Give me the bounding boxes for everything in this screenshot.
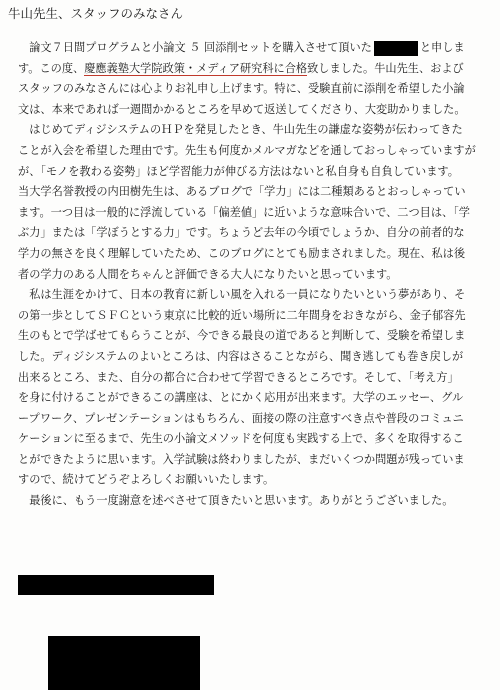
body-line: 者の学力のある人間をちゃんと評価できる大人になりたいと思っています。 xyxy=(18,267,398,281)
body-line: ープワーク、プレゼンテーションはもちろん、面接の際の注意すべき点や普段のコミュニ xyxy=(18,411,464,425)
letter-body xyxy=(18,38,494,512)
body-line: スタッフのみなさんには心よりお礼申し上げます。特に、受験直前に添削を希望した小論 xyxy=(18,82,465,96)
body-line: が、「モノを教わる姿勢」ほど学習能力が伸びる方法はないと私自身も自負しています。 xyxy=(18,164,459,178)
redacted-author-name xyxy=(18,575,214,595)
body-line: ケーションに至るまで、先生の小論文メソッドを何度も実践する上で、多くを取得するこ xyxy=(18,432,464,446)
body-line xyxy=(18,285,494,306)
line-text: 私は生涯をかけて、日本の教育に新しい風を入れる一員になりたいという夢があり、そ xyxy=(29,288,466,302)
body-line: 当大学名誉教授の内田樹先生は、あるブログで「学力」には二種類あるとおっしゃってい xyxy=(18,185,466,199)
body-line: 文は、本来であれば一週間かかるところを早めて返送してくださり、大変助かりました。 xyxy=(18,102,466,116)
line-text: 論文７日間プログラムと小論文 ５ 回添削セットを購入させて頂いた xyxy=(29,41,372,54)
line-text: 致しました。牛山先生、および xyxy=(307,61,464,75)
underlined-school-name: 慶應義塾大学院政策・メディア研究科に合格 xyxy=(84,61,308,75)
body-line: 生のもとで学ばせてもらうことが、今できる最良の道であると判断して、受験を希望しま xyxy=(18,329,466,343)
line-text: と申しま xyxy=(419,41,465,54)
body-line: を身に付けることができるこの講座は、とにかく応用が出来ます。大学のエッセー、グル xyxy=(18,391,464,405)
body-line: ぶ力」または「学ぼうとする力」です。ちょうど去年の今頃でしょうか、自分の前者的な xyxy=(18,226,465,240)
body-line: した。ディジシステムのよいところは、内容はさることながら、聞き逃しても巻き戻しが xyxy=(18,349,464,363)
body-line: ます。一つ目は一般的に浮流している「偏差値」に近いような意味合いで、二つ目は、「学 xyxy=(18,205,470,219)
body-line xyxy=(18,120,494,141)
body-line: すので、続けてどうぞよろしくお願いいたします。 xyxy=(18,473,275,487)
body-line: 出来るところ、また、自分の都合に合わせて学習できるところです。そして、「考え方」 xyxy=(18,370,459,384)
salutation: 牛山先生、スタッフのみなさん xyxy=(8,6,184,21)
body-line xyxy=(18,38,494,59)
body-line: 学力の無さを良く理解していたため、このブログにとても励まされました。現在、私は後 xyxy=(18,246,466,260)
line-text: はじめてディジシステムのＨＰを発見したとき、牛山先生の謙虚な姿勢が伝わってきた xyxy=(29,123,463,137)
body-line: ことが入会を希望した理由です。先生も何度かメルマガなどを通しておっしゃっていますが xyxy=(18,143,476,157)
line-text: 最後に、もう一度謝意を述べさせて頂きたいと思います。ありがとうございました。 xyxy=(29,494,454,508)
line-text: す。この度、 xyxy=(18,61,85,75)
redacted-signature xyxy=(48,636,200,690)
body-line xyxy=(18,491,494,512)
redacted-name-inline xyxy=(374,41,418,56)
body-line: とができたように思います。入学試験は終わりましたが、まだいくつか問題が残っていま xyxy=(18,452,465,466)
body-line: の第一歩としてＳＦＣという東京に比較的近い場所に二年間身をおきながら、金子郁容先 xyxy=(18,308,466,322)
body-line xyxy=(18,59,494,80)
